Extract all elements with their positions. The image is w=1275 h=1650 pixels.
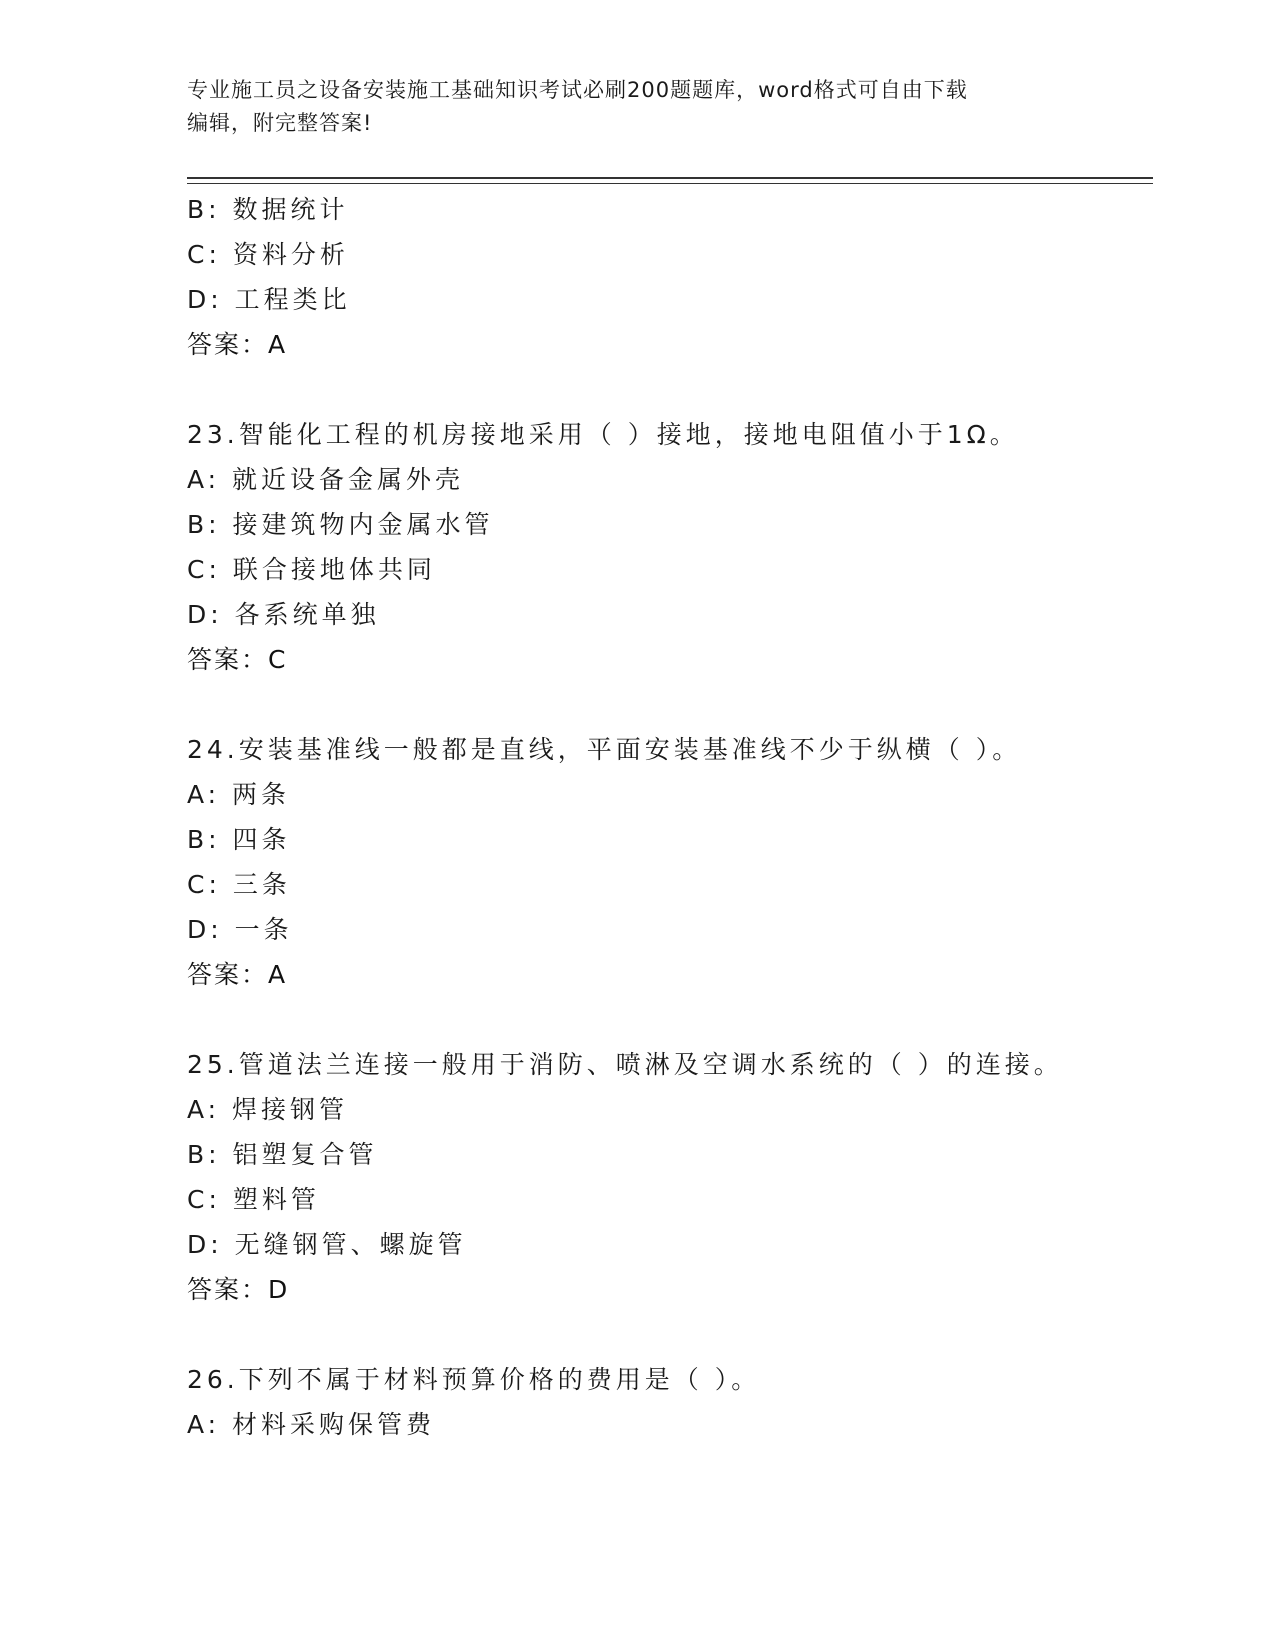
option-d: D: 工程类比 — [187, 285, 351, 314]
option-c: C: 联合接地体共同 — [187, 555, 436, 584]
option-c: C: 塑料管 — [187, 1185, 320, 1214]
header-title-line-2: 编辑，附完整答案! — [187, 111, 373, 135]
question-stem: 23.智能化工程的机房接地采用（ ）接地，接地电阻值小于1Ω。 — [187, 420, 1019, 449]
answer-label: 答案：C — [187, 645, 288, 674]
option-a: A: 就近设备金属外壳 — [187, 465, 465, 494]
option-c: C: 资料分析 — [187, 240, 349, 269]
option-a: A: 两条 — [187, 780, 291, 809]
header-divider-thin — [187, 183, 1153, 184]
answer-label: 答案：A — [187, 330, 288, 359]
option-b: B: 数据统计 — [187, 195, 349, 224]
option-a: A: 材料采购保管费 — [187, 1410, 436, 1439]
header-title-line-1: 专业施工员之设备安装施工基础知识考试必刷200题题库，word格式可自由下载 — [187, 78, 968, 102]
option-d: D: 各系统单独 — [187, 600, 380, 629]
option-b: B: 四条 — [187, 825, 291, 854]
option-b: B: 铝塑复合管 — [187, 1140, 378, 1169]
option-d: D: 无缝钢管、螺旋管 — [187, 1230, 467, 1259]
header-divider-thick — [187, 177, 1153, 179]
option-d: D: 一条 — [187, 915, 293, 944]
question-stem: 24.安装基准线一般都是直线，平面安装基准线不少于纵横（ ）。 — [187, 735, 1022, 764]
question-stem: 25.管道法兰连接一般用于消防、喷淋及空调水系统的（ ）的连接。 — [187, 1050, 1063, 1079]
answer-label: 答案：A — [187, 960, 288, 989]
option-c: C: 三条 — [187, 870, 291, 899]
option-b: B: 接建筑物内金属水管 — [187, 510, 494, 539]
question-stem: 26.下列不属于材料预算价格的费用是（ ）。 — [187, 1365, 761, 1394]
answer-label: 答案：D — [187, 1275, 290, 1304]
option-a: A: 焊接钢管 — [187, 1095, 349, 1124]
document-header — [187, 74, 1067, 140]
